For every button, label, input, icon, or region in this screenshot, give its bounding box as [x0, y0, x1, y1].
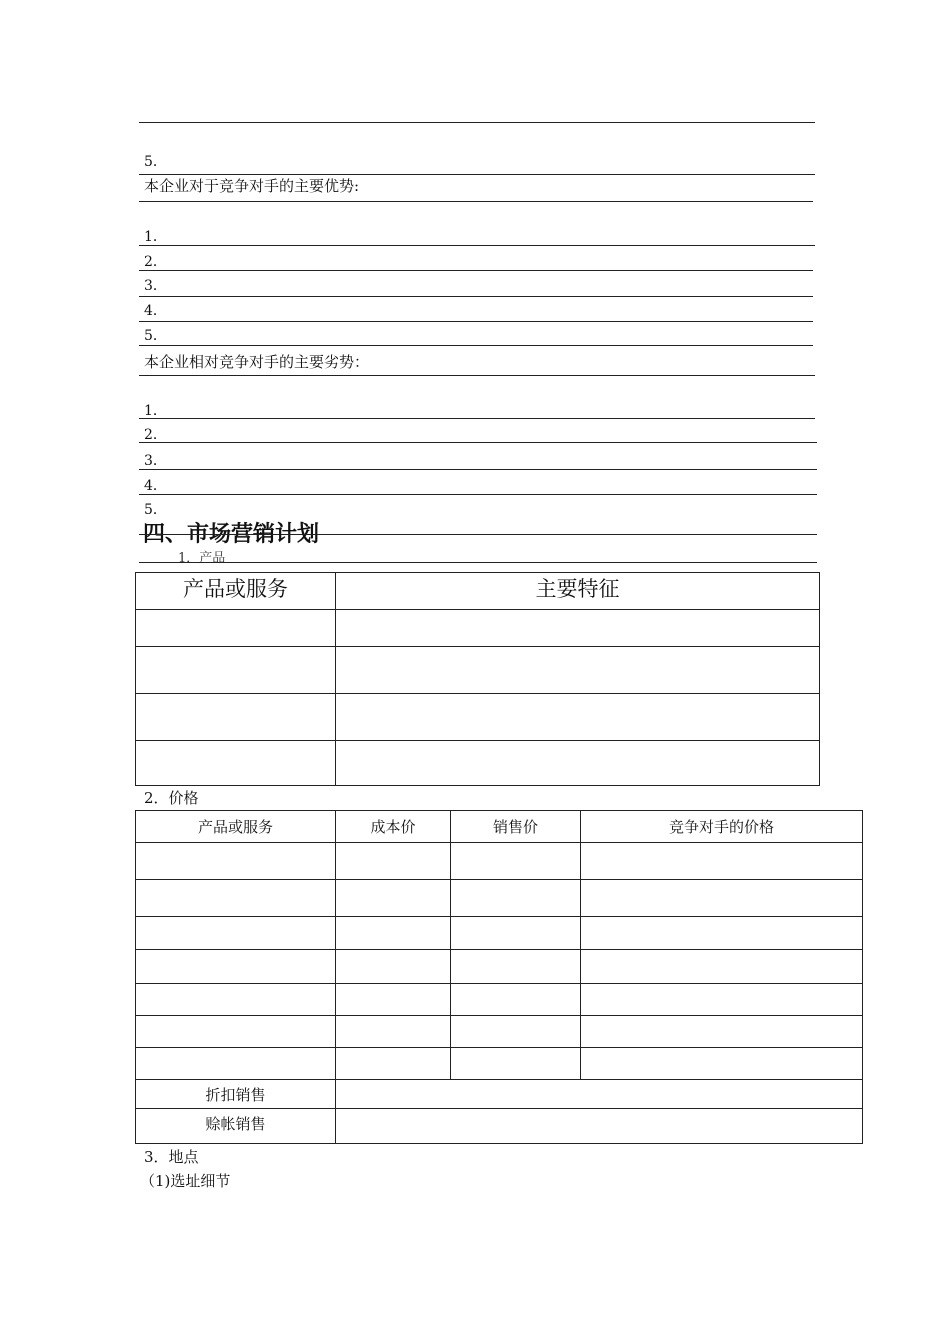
table-header-row — [136, 811, 863, 843]
table-cell[interactable] — [581, 1048, 863, 1080]
table-cell[interactable] — [451, 1016, 581, 1048]
disadvantage-item-1: 1． — [144, 403, 167, 419]
table-header-row — [136, 573, 820, 610]
rule — [139, 270, 813, 271]
table-cell[interactable] — [136, 610, 336, 647]
table-row — [136, 950, 863, 984]
table-cell[interactable] — [136, 1048, 336, 1080]
section-heading-marketing-plan: 四、市场营销计划 — [143, 522, 320, 547]
table-cell[interactable] — [136, 647, 336, 694]
table-cell[interactable] — [336, 694, 820, 741]
rule — [139, 469, 817, 470]
prev-list-item-5: 5． — [144, 154, 167, 170]
table-cell[interactable] — [581, 1016, 863, 1048]
table-cell[interactable] — [451, 984, 581, 1016]
location-label: 3．地点 — [144, 1148, 199, 1166]
table-row — [136, 694, 820, 741]
table-cell[interactable] — [136, 843, 336, 880]
table-row — [136, 917, 863, 950]
table-cell[interactable] — [136, 694, 336, 741]
table-cell[interactable] — [136, 917, 336, 950]
rule — [139, 534, 817, 535]
discount-sales-value[interactable] — [336, 1080, 863, 1109]
credit-sales-value[interactable] — [336, 1109, 863, 1144]
rule — [139, 562, 817, 563]
product-table — [135, 572, 820, 786]
disadvantages-title: 本企业相对竞争对手的主要劣势： — [144, 353, 370, 371]
table-row — [136, 984, 863, 1016]
advantage-item-3: 3． — [144, 278, 167, 294]
location-sub-site-details: （1)选址细节 — [140, 1172, 231, 1190]
advantage-item-5: 5． — [144, 328, 167, 344]
table-row — [136, 1016, 863, 1048]
table-row-credit — [136, 1109, 863, 1144]
table-row — [136, 843, 863, 880]
top-rule — [139, 122, 815, 123]
table-cell[interactable] — [581, 917, 863, 950]
table-row — [136, 647, 820, 694]
table-row-discount — [136, 1080, 863, 1109]
advantage-item-2: 2． — [144, 254, 167, 270]
rule — [139, 201, 813, 202]
rule — [139, 494, 817, 495]
price-table — [135, 810, 863, 1144]
table-row — [136, 741, 820, 786]
table-cell[interactable] — [336, 741, 820, 786]
rule — [139, 296, 813, 297]
header-sale-price: 销售价 — [451, 811, 581, 843]
rule — [139, 321, 813, 322]
advantages-title: 本企业对于竞争对手的主要优势: — [144, 177, 360, 195]
table-cell[interactable] — [336, 880, 451, 917]
table-cell[interactable] — [336, 917, 451, 950]
table-cell[interactable] — [451, 950, 581, 984]
table-cell[interactable] — [136, 880, 336, 917]
table-cell[interactable] — [336, 610, 820, 647]
rule — [139, 345, 813, 346]
advantage-item-4: 4． — [144, 303, 167, 319]
table-cell[interactable] — [336, 843, 451, 880]
table-cell[interactable] — [451, 1048, 581, 1080]
table-row — [136, 1048, 863, 1080]
header-main-features: 主要特征 — [336, 573, 820, 610]
table-cell[interactable] — [581, 880, 863, 917]
table-row — [136, 880, 863, 917]
rule — [139, 375, 815, 376]
rule — [139, 174, 815, 175]
table-cell[interactable] — [336, 950, 451, 984]
table-row — [136, 610, 820, 647]
table-cell[interactable] — [336, 984, 451, 1016]
table-cell[interactable] — [451, 843, 581, 880]
table-cell[interactable] — [336, 647, 820, 694]
header-cost-price: 成本价 — [336, 811, 451, 843]
table-cell[interactable] — [336, 1048, 451, 1080]
advantage-item-1: 1． — [144, 229, 167, 245]
table-cell[interactable] — [136, 1016, 336, 1048]
rule — [139, 418, 815, 419]
table-cell[interactable] — [581, 984, 863, 1016]
rule — [139, 442, 817, 443]
table-cell[interactable] — [136, 950, 336, 984]
disadvantage-item-4: 4． — [144, 478, 167, 494]
price-label: 2．价格 — [144, 789, 199, 807]
subsection-product: 1．产品 — [178, 551, 226, 566]
table-cell[interactable] — [451, 880, 581, 917]
disadvantage-item-5: 5． — [144, 502, 167, 518]
discount-sales-label: 折扣销售 — [136, 1080, 336, 1109]
credit-sales-label: 赊帐销售 — [136, 1109, 336, 1144]
disadvantage-item-3: 3． — [144, 453, 167, 469]
table-cell[interactable] — [581, 843, 863, 880]
table-cell[interactable] — [581, 950, 863, 984]
disadvantage-item-2: 2． — [144, 427, 167, 443]
table-cell[interactable] — [451, 917, 581, 950]
table-cell[interactable] — [336, 1016, 451, 1048]
header-product-or-service: 产品或服务 — [136, 573, 336, 610]
header-competitor-price: 竞争对手的价格 — [581, 811, 863, 843]
rule — [139, 245, 815, 246]
table-cell[interactable] — [136, 741, 336, 786]
table-cell[interactable] — [136, 984, 336, 1016]
header-product-or-service: 产品或服务 — [136, 811, 336, 843]
